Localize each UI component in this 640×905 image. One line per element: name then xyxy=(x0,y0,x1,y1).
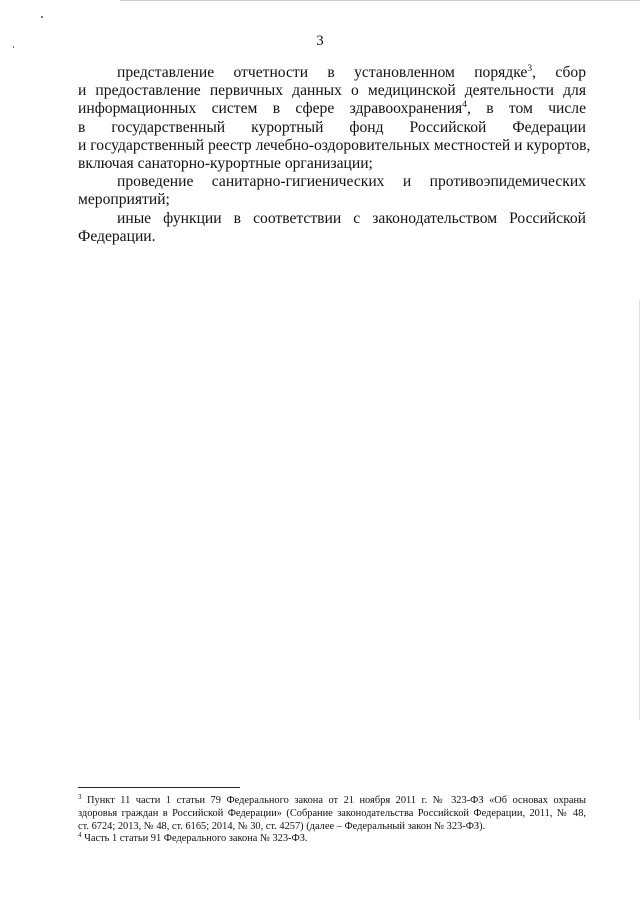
paragraph-reporting-line-2: и предоставление первичных данных о медицинской деятельности для xyxy=(78,82,586,100)
footnotes xyxy=(78,795,586,846)
text-segment: представление отчетности в установленном порядке xyxy=(117,64,528,81)
page-number: 3 xyxy=(316,33,324,49)
text-segment: , сбор xyxy=(532,64,587,81)
text-segment: информационных систем в сфере здравоохранения xyxy=(78,100,463,118)
scan-speck xyxy=(41,16,43,18)
paragraph-other-functions-line-2: Федерации. xyxy=(78,227,156,245)
text-segment: , в том числе xyxy=(466,100,587,118)
paragraph-reporting-line-4: в государственный курортный фонд Российской Федерации xyxy=(78,118,586,136)
footnote-3-line-2: здоровья граждан в Российской Федерации» (Собрание законодательства Российской Федерации, 2011, № 48, xyxy=(78,807,586,819)
paragraph-other-functions-line-1: иные функции в соответствии с законодательством Российской xyxy=(117,209,586,227)
footnote-3-marker: 3 xyxy=(78,793,82,801)
footnote-separator xyxy=(78,787,240,788)
footnote-ref-4[interactable]: 4 xyxy=(462,100,467,111)
text-segment: Часть 1 статьи 91 Федерального закона № 323-ФЗ. xyxy=(81,833,308,845)
body-text xyxy=(78,64,591,246)
text-segment: Пункт 11 части 1 статьи 79 Федерального закона от 21 ноября 2011 г. № 323-ФЗ «Об основах охраны xyxy=(81,795,586,806)
paragraph-reporting-line-5: и государственный реестр лечебно-оздоровительных местностей и курортов, xyxy=(78,136,591,154)
paragraph-reporting-line-6: включая санаторно-курортные организации; xyxy=(78,154,373,172)
footnote-ref-3[interactable]: 3 xyxy=(527,64,533,74)
footnote-4-line-1 xyxy=(78,833,586,846)
paragraph-sanitary-line-2: мероприятий; xyxy=(78,191,170,209)
paragraph-reporting-line-3 xyxy=(78,100,586,118)
footnote-3-line-1 xyxy=(78,795,586,808)
footnote-4-marker: 4 xyxy=(78,831,82,840)
scan-edge-top xyxy=(120,0,640,1)
footnote-3-line-3: ст. 6724; 2013, № 48, ст. 6165; 2014, № 30, ст. 4257) (далее – Федеральный закон № 323-ФЗ). xyxy=(78,820,486,832)
paragraph-sanitary-line-1: проведение санитарно-гигиенических и противоэпидемических xyxy=(117,173,586,191)
paragraph-reporting-line-1 xyxy=(78,64,586,82)
